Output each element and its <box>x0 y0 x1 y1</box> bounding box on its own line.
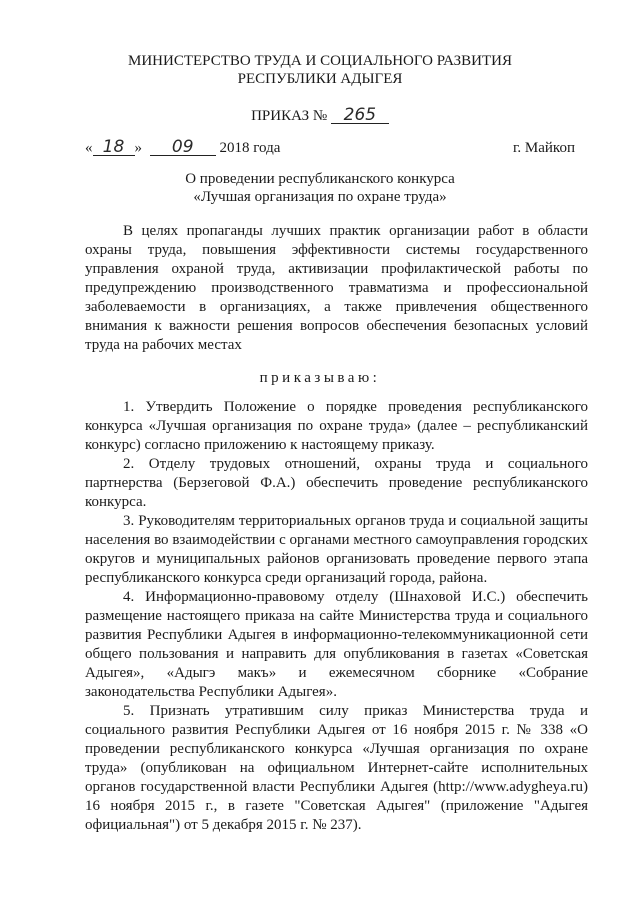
date-year: 2018 года <box>219 140 281 156</box>
order-number: 265 <box>331 107 389 124</box>
order-subject <box>0 170 640 206</box>
order-item: 5. Признать утратившим силу приказ Министерства труда и социального развития Республики Адыгея от 16 ноября 2015 г. № 338 «О проведении республиканского конкурса «Лучшая организация по охране труда» (опубликован на официальном Интернет-сайте исполнительных органов государственной власти Республики Адыгея (http://www.adygheya.ru) 16 ноября 2015 г., в газете "Советская Адыгея" (приложение "Адыгея официальная") от 5 декабря 2015 г. № 237). <box>85 703 588 833</box>
date-day: 18 <box>93 139 135 156</box>
date-close-quote: » <box>134 140 142 156</box>
order-label: ПРИКАЗ № <box>251 108 328 124</box>
order-item: 4. Информационно-правовому отделу (Шнаховой И.С.) обеспечить размещение настоящего приказа на сайте Министерства труда и социального развития Республики Адыгея в информационно-телекоммуникационной сети общего пользования и направить для опубликования в газетах «Советская Адыгея», «Адыгэ макъ» и ежемесячном сборнике «Собрание законодательства Республики Адыгея». <box>85 589 588 700</box>
ministry-header <box>0 52 640 88</box>
preamble-paragraph: В целях пропаганды лучших практик организации работ в области охраны труда, повышения эффективности системы государственного управления охраной труда, активизации профилактической работы по предупреждению производственного травматизма и профессиональной заболеваемости в организациях, а также привлечения общественного внимания к важности решения вопросов обеспечения безопасных условий труда на рабочих местах <box>85 223 588 353</box>
date-month: 09 <box>150 139 216 156</box>
order-items <box>85 398 588 835</box>
ministry-name-line2: РЕСПУБЛИКИ АДЫГЕЯ <box>237 71 403 87</box>
date-open-quote: « <box>85 140 93 156</box>
subject-line1: О проведении республиканского конкурса <box>185 171 455 187</box>
city: г. Майкоп <box>512 140 575 156</box>
order-item: 2. Отделу трудовых отношений, охраны труда и социального партнерства (Берзеговой Ф.А.) обеспечить проведение республиканского конкурса. <box>85 456 588 510</box>
subject-line2: «Лучшая организация по охране труда» <box>193 189 447 205</box>
ministry-name-line1: МИНИСТЕРСТВО ТРУДА И СОЦИАЛЬНОГО РАЗВИТИЯ <box>128 53 512 69</box>
prikazyvayu-heading: приказываю: <box>259 370 381 386</box>
order-item: 1. Утвердить Положение о порядке проведения республиканского конкурса «Лучшая организация по охране труда» (далее – республиканский конкурс) согласно приложению к настоящему приказу. <box>85 399 588 453</box>
order-item: 3. Руководителям территориальных органов труда и социальной защиты населения во взаимодействии с органами местного самоуправления городских округов и муниципальных районов организовать проведение первого этапа республиканского конкурса среди организаций города, района. <box>85 513 588 586</box>
date-row <box>85 139 575 157</box>
order-title <box>0 107 640 125</box>
